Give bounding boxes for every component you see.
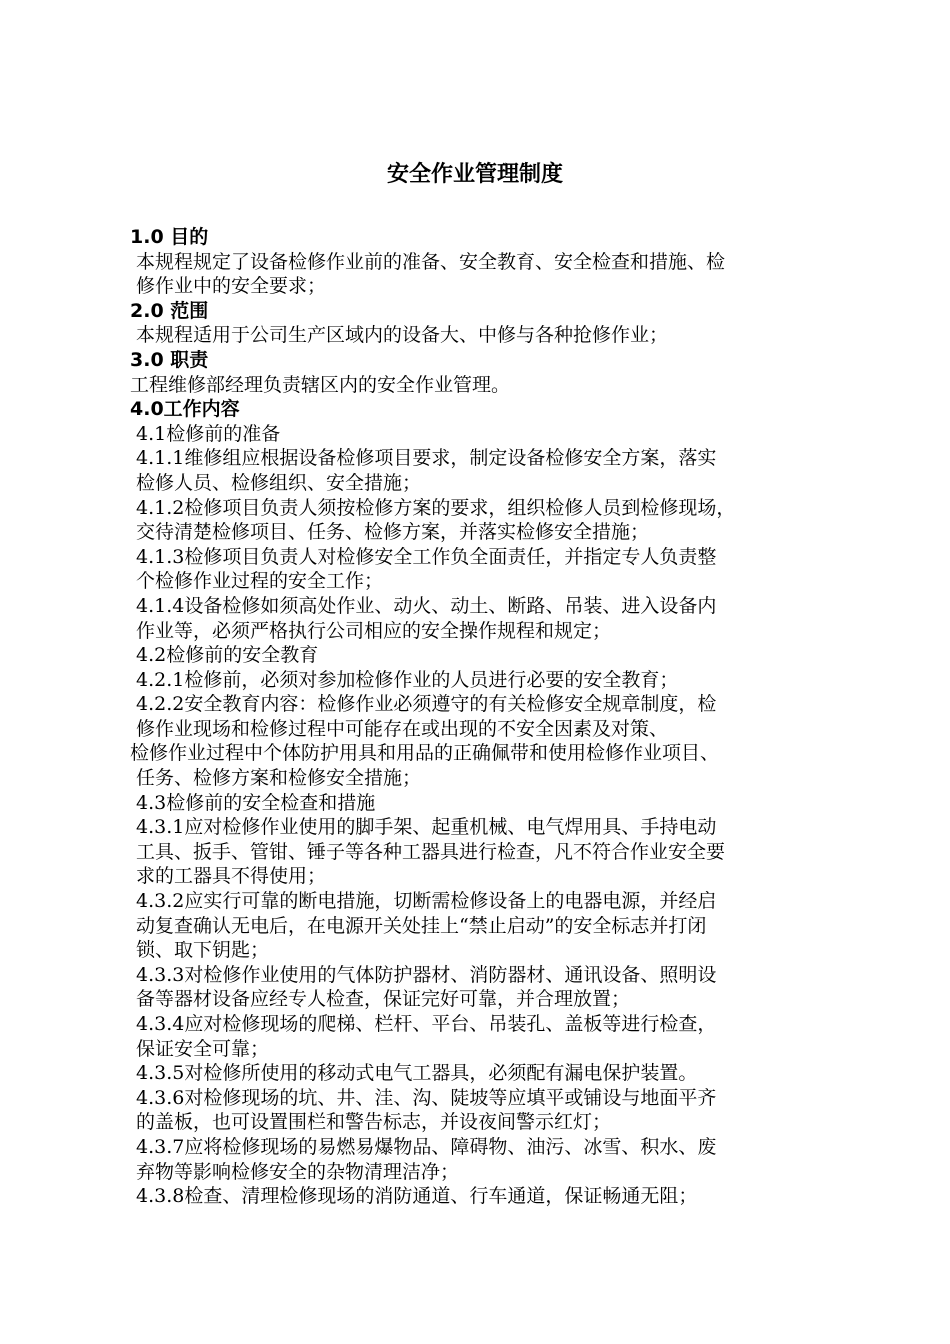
body-line: 个检修作业过程的安全工作； [136,570,384,593]
body-line: 作业等，必须严格执行公司相应的安全操作规程和规定； [136,619,612,642]
body-line: 4.1.2检修项目负责人须按检修方案的要求，组织检修人员到检修现场， [136,496,736,519]
body-line: 4.3.2应实行可靠的断电措施，切断需检修设备上的电器电源，并经启 [136,890,717,913]
body-line: 工具、扳手、管钳、锤子等各种工器具进行检查，凡不符合作业安全要 [136,840,726,863]
body-line: 任务、检修方案和检修安全措施； [136,767,422,790]
body-line: 检修人员、检修组织、安全措施； [136,471,422,494]
body-line: 交待清楚检修项目、任务、检修方案，并落实检修安全措施； [136,521,650,544]
body-line: 4.1.4设备检修如须高处作业、动火、动土、断路、吊装、进入设备内 [136,594,717,617]
body-line: 4.2检修前的安全教育 [136,644,319,667]
body-line: 4.1.1维修组应根据设备检修项目要求，制定设备检修安全方案，落实 [136,447,717,470]
body-line: 弃物等影响检修安全的杂物清理洁净； [136,1160,460,1183]
body-line: 动复查确认无电后，在电源开关处挂上“禁止启动”的安全标志并打闭 [136,914,707,937]
body-line: 4.3.3对检修作业使用的气体防护器材、消防器材、通讯设备、照明设 [136,963,717,986]
body-line: 4.2.1检修前，必须对参加检修作业的人员进行必要的安全教育； [136,668,679,691]
body-line: 修作业中的安全要求； [136,275,327,298]
body-line: 4.3.5对检修所使用的移动式电气工器具，必须配有漏电保护装置。 [136,1062,698,1085]
body-line: 4.3.7应将检修现场的易燃易爆物品、障碍物、油污、冰雪、积水、废 [136,1135,717,1158]
body-line: 4.1.3检修项目负责人对检修安全工作负全面责任，并指定专人负责整 [136,545,717,568]
body-line: 4.3.1应对检修作业使用的脚手架、起重机械、电气焊用具、手持电动 [136,816,717,839]
body-line: 4.2.2安全教育内容：检修作业必须遵守的有关检修安全规章制度，检 [136,693,717,716]
section-heading: 3.0 职责 [130,348,209,371]
body-line: 备等器材设备应经专人检查，保证完好可靠，并合理放置； [136,988,631,1011]
document-title: 安全作业管理制度 [386,162,563,187]
body-line: 修作业现场和检修过程中可能存在或出现的不安全因素及对策、 [136,717,669,740]
body-line: 4.3.4应对检修现场的爬梯、栏杆、平台、吊装孔、盖板等进行检查， [136,1013,717,1035]
body-line: 本规程规定了设备检修作业前的准备、安全教育、安全检查和措施、检 [136,250,726,273]
body-line: 4.1检修前的准备 [136,422,281,445]
body-line: 锁、取下钥匙； [136,939,270,962]
section-heading: 4.0工作内容 [130,398,240,421]
section-heading: 1.0 目的 [130,226,209,248]
body-line: 求的工器具不得使用； [136,865,327,888]
body-line: 4.3.6对检修现场的坑、井、洼、沟、陡坡等应填平或铺设与地面平齐 [136,1086,717,1109]
body-line: 检修作业过程中个体防护用具和用品的正确佩带和使用检修作业项目、 [130,742,720,765]
body-line: 工程维修部经理负责辖区内的安全作业管理。 [130,373,511,396]
section-heading: 2.0 范围 [130,299,209,322]
body-line: 保证安全可靠； [136,1037,270,1060]
body-line: 本规程适用于公司生产区域内的设备大、中修与各种抢修作业； [136,324,669,347]
body-line: 的盖板，也可设置围栏和警告标志，并设夜间警示红灯； [136,1111,612,1134]
body-line: 4.3检修前的安全检查和措施 [136,791,376,814]
body-line: 4.3.8检查、清理检修现场的消防通道、行车通道，保证畅通无阻； [136,1185,698,1208]
document-body [130,225,842,1209]
